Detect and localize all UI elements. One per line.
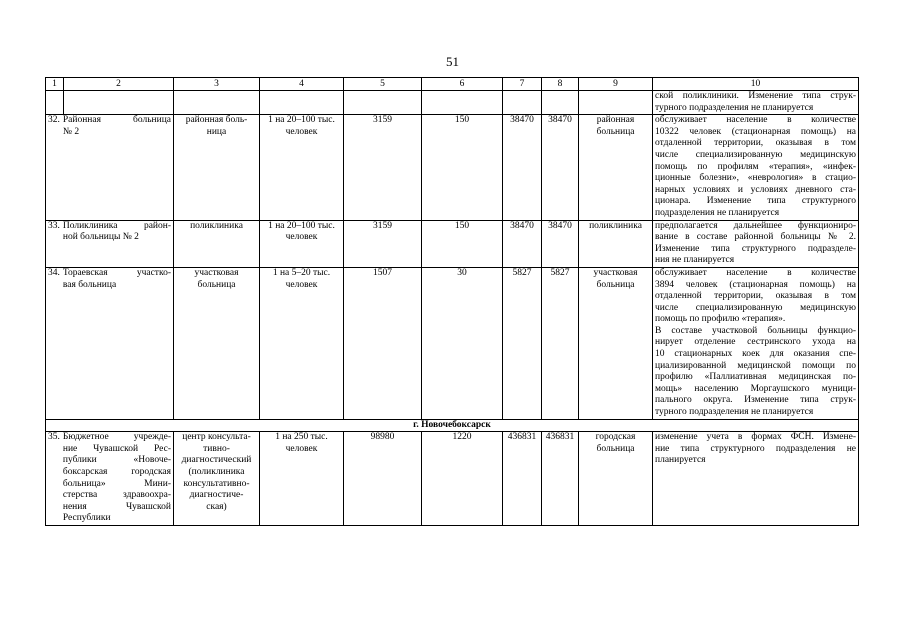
value-col-5: 3159 [344,115,422,220]
city-section-row [46,419,859,432]
value-col-8: 38470 [542,220,579,267]
table-row [46,220,859,267]
facility-name: 32. Районная больница № 2 [46,115,174,220]
table-row [46,267,859,419]
facility-type: центр консульта- тивно- диагностический (поликлиника консультативно- диагностиче- ская) [174,432,260,526]
population-norm: 1 на 250 тыс. человек [260,432,344,526]
header-col-9: 9 [579,78,653,91]
table-row [46,432,859,526]
target-type: районная больница [579,115,653,220]
value-col-5: 3159 [344,220,422,267]
notes: предполагается дальнейшее функциониро- вание в составе районной больницы № 2. Изменение типа структурного подразделе- ния не планируется [653,220,859,267]
facility-name: 33. Поликлиника район- ной больницы № 2 [46,220,174,267]
target-type: участковая больница [579,267,653,419]
header-col-1: 1 [46,78,64,91]
facility-type: участковая больница [174,267,260,419]
value-col-8: 5827 [542,267,579,419]
header-col-10: 10 [653,78,859,91]
page-number: 51 [446,54,459,69]
header-col-3: 3 [174,78,260,91]
population-norm: 1 на 20–100 тыс. человек [260,115,344,220]
population-norm: 1 на 20–100 тыс. человек [260,220,344,267]
value-col-5: 1507 [344,267,422,419]
value-col-8: 436831 [542,432,579,526]
value-col-6: 150 [422,220,503,267]
value-col-7: 38470 [503,115,542,220]
continuation-row [46,91,859,115]
value-col-7: 436831 [503,432,542,526]
city-label: г. Новочебоксарск [46,419,859,432]
value-col-8: 38470 [542,115,579,220]
value-col-6: 150 [422,115,503,220]
header-col-6: 6 [422,78,503,91]
facility-type: районная боль- ница [174,115,260,220]
value-col-5: 98980 [344,432,422,526]
facility-name: 34. Тораевская участко- вая больница [46,267,174,419]
table-row [46,115,859,220]
value-col-6: 1220 [422,432,503,526]
population-norm: 1 на 5–20 тыс. человек [260,267,344,419]
value-col-7: 38470 [503,220,542,267]
value-col-7: 5827 [503,267,542,419]
continuation-notes: ской поликлиники. Изменение типа струк- турного подразделения не планируется [653,91,859,115]
facility-type: поликлиника [174,220,260,267]
value-col-6: 30 [422,267,503,419]
header-row [46,78,859,91]
header-col-7: 7 [503,78,542,91]
notes: обслуживает население в количестве 3894 человек (стационарная помощь) на отдаленной территории, оказывая в том числе специализированную медицинскую помощь по профилю «терапия». В составе участковой больницы функцио- нирует отделение сестринского ухода на 10 стационарных коек для оказания спе- циализированной медицинской помощи по профилю «Паллиативная медицинская по- мощь» населению Моргаушского муници- пального округа. Изменение типа струк- турного подразделения не планируется [653,267,859,419]
notes: обслуживает население в количестве 10322 человек (стационарная помощь) на отдаленной территории, оказывая в том числе специализированную медицинскую помощь по профилям «терапия», «инфек- ционные болезни», «неврология» в стацио- нарных условиях и условиях дневного ста- ционара. Изменение типа структурного подразделения не планируется [653,115,859,220]
target-type: поликлиника [579,220,653,267]
header-col-4: 4 [260,78,344,91]
notes: изменение учета в формах ФСН. Измене- ние типа структурного подразделения не планируется [653,432,859,526]
facilities-table [45,77,859,526]
header-col-5: 5 [344,78,422,91]
header-col-2: 2 [64,78,174,91]
header-col-8: 8 [542,78,579,91]
facility-name: 35. Бюджетное учрежде- ние Чувашской Рес- публики «Новоче- боксарская городская больница» Мини- стерства здравоохра- нения Чувашской Республики [46,432,174,526]
target-type: городская больница [579,432,653,526]
